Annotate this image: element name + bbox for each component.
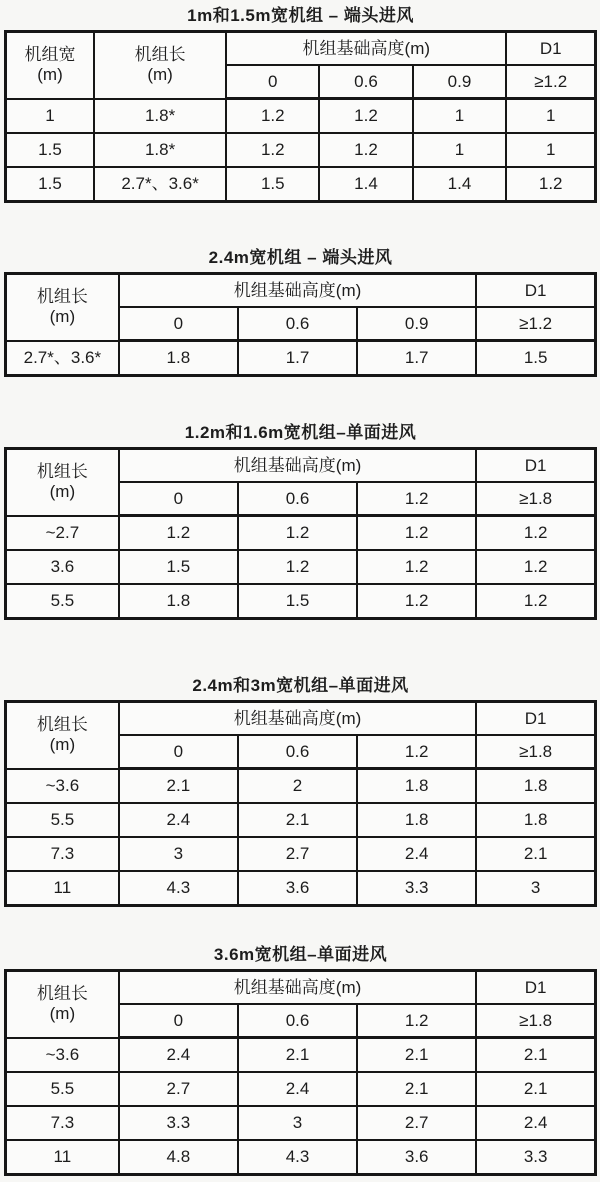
table-cell: 2.1 xyxy=(238,803,357,837)
table-cell: 1.5 xyxy=(238,584,357,619)
table-cell: 2.7*、3.6* xyxy=(6,341,119,376)
table-cell: 11 xyxy=(6,1140,119,1175)
unit-length-header xyxy=(6,274,119,341)
table-cell: 1.8 xyxy=(357,769,476,804)
table-cell: 2.1 xyxy=(119,769,238,804)
table-cell: 2.1 xyxy=(476,1072,595,1106)
foundation-height-value-header: 0 xyxy=(226,65,319,99)
d1-header: D1 xyxy=(476,702,595,736)
foundation-height-value-header: 0.6 xyxy=(238,482,357,516)
table-cell: 5.5 xyxy=(6,584,119,619)
d1-header: D1 xyxy=(506,32,595,66)
table-cell: 2.7 xyxy=(357,1106,476,1140)
foundation-height-group-header: 机组基础高度(m) xyxy=(119,449,477,483)
tables-root xyxy=(4,5,597,1176)
table-row xyxy=(6,584,596,619)
table-row xyxy=(6,516,596,551)
table-cell: 1.2 xyxy=(238,516,357,551)
table-cell: 1.2 xyxy=(319,99,412,134)
table-cell: 1.2 xyxy=(357,550,476,584)
foundation-height-value-header: 0 xyxy=(119,482,238,516)
table-row xyxy=(6,769,596,804)
unit-length-header xyxy=(6,449,119,516)
table-2p4m-wide-end-intake-section xyxy=(4,247,597,377)
table-title: 3.6m宽机组–单面进风 xyxy=(213,945,388,964)
table-2p4m-3m-wide-single-side-intake xyxy=(4,700,597,907)
table-row xyxy=(6,1140,596,1175)
table-cell: 2.4 xyxy=(476,1106,595,1140)
table-cell: 1.5 xyxy=(6,167,95,202)
table-cell: 1.2 xyxy=(476,550,595,584)
header-line: (m) xyxy=(37,65,63,85)
table-cell: 2.4 xyxy=(119,1038,238,1073)
table-cell: 2.1 xyxy=(357,1038,476,1073)
table-cell: 2.4 xyxy=(238,1072,357,1106)
table-cell: 1.2 xyxy=(238,550,357,584)
table-cell: 3.6 xyxy=(238,871,357,906)
table-cell: 1.5 xyxy=(119,550,238,584)
unit-width-header xyxy=(6,32,95,99)
table-cell: 1.2 xyxy=(357,516,476,551)
header-line: (m) xyxy=(49,482,76,502)
table-cell: 1.8 xyxy=(119,341,238,376)
table-cell: 1.2 xyxy=(319,133,412,167)
table-cell: 7.3 xyxy=(6,837,119,871)
table-row xyxy=(6,871,596,906)
table-cell: 2 xyxy=(238,769,357,804)
foundation-height-value-header: 1.2 xyxy=(357,735,476,769)
d1-threshold-header: ≥1.8 xyxy=(476,735,595,769)
d1-header: D1 xyxy=(476,449,595,483)
header-row xyxy=(6,32,596,66)
table-row xyxy=(6,837,596,871)
table-cell: 2.1 xyxy=(357,1072,476,1106)
table-title: 1m和1.5m宽机组 – 端头进风 xyxy=(187,6,414,25)
table-cell: 1.2 xyxy=(119,516,238,551)
foundation-height-group-header: 机组基础高度(m) xyxy=(119,274,477,308)
header-row xyxy=(6,449,596,483)
table-cell: 1 xyxy=(413,133,507,167)
table-row xyxy=(6,133,596,167)
unit-length-header xyxy=(6,702,119,769)
table-title: 2.4m宽机组 – 端头进风 xyxy=(208,248,393,267)
table-row xyxy=(6,803,596,837)
foundation-height-group-header: 机组基础高度(m) xyxy=(226,32,506,66)
header-line: 机组长 xyxy=(36,715,88,735)
foundation-height-value-header: 1.2 xyxy=(357,482,476,516)
table-cell: 1.4 xyxy=(319,167,412,202)
table-cell: 3 xyxy=(119,837,238,871)
table-cell: 1.8* xyxy=(94,99,226,134)
foundation-height-value-header: 0.6 xyxy=(238,735,357,769)
table-cell: 1.8 xyxy=(476,769,595,804)
table-cell: 1.8* xyxy=(94,133,226,167)
table-row xyxy=(6,1072,596,1106)
table-cell: 3.6 xyxy=(357,1140,476,1175)
header-line: (m) xyxy=(49,735,76,755)
table-cell: 2.4 xyxy=(357,837,476,871)
unit-length-header xyxy=(6,971,119,1038)
header-line: 机组宽 xyxy=(24,45,76,65)
table-cell: 1.4 xyxy=(413,167,507,202)
table-row xyxy=(6,167,596,202)
table-cell: ~2.7 xyxy=(6,516,119,551)
d1-threshold-header: ≥1.8 xyxy=(476,482,595,516)
table-cell: 3.3 xyxy=(476,1140,595,1175)
table-row xyxy=(6,1106,596,1140)
foundation-height-value-header: 0 xyxy=(119,307,238,341)
table-cell: 1.7 xyxy=(238,341,357,376)
table-row xyxy=(6,99,596,134)
table-cell: 1 xyxy=(6,99,95,134)
foundation-height-value-header: 1.2 xyxy=(357,1004,476,1038)
header-line: (m) xyxy=(49,307,76,327)
table-title: 2.4m和3m宽机组–单面进风 xyxy=(192,676,409,695)
foundation-height-group-header: 机组基础高度(m) xyxy=(119,971,477,1005)
header-line: 机组长 xyxy=(36,984,88,1004)
table-cell: 2.1 xyxy=(476,1038,595,1073)
table-cell: 1.8 xyxy=(357,803,476,837)
d1-threshold-header: ≥1.2 xyxy=(476,307,595,341)
table-cell: ~3.6 xyxy=(6,769,119,804)
foundation-height-value-header: 0.6 xyxy=(238,307,357,341)
table-1p2m-1p6m-wide-single-side-intake xyxy=(4,447,597,620)
table-cell: 1.7 xyxy=(357,341,476,376)
table-1m-1p5m-wide-end-intake-section xyxy=(4,5,597,203)
table-cell: 1.2 xyxy=(226,133,319,167)
foundation-height-value-header: 0 xyxy=(119,1004,238,1038)
table-cell: 1.5 xyxy=(6,133,95,167)
foundation-height-value-header: 0.6 xyxy=(319,65,412,99)
foundation-height-value-header: 0.9 xyxy=(357,307,476,341)
table-cell: 2.1 xyxy=(238,1038,357,1073)
table-cell: ~3.6 xyxy=(6,1038,119,1073)
table-2p4m-3m-wide-single-side-intake-section xyxy=(4,675,597,907)
foundation-height-value-header: 0 xyxy=(119,735,238,769)
d1-header: D1 xyxy=(476,971,595,1005)
table-cell: 2.7*、3.6* xyxy=(94,167,226,202)
d1-header: D1 xyxy=(476,274,595,308)
table-cell: 2.7 xyxy=(238,837,357,871)
table-cell: 1.2 xyxy=(476,584,595,619)
table-1p2m-1p6m-wide-single-side-intake-section xyxy=(4,422,597,620)
header-row xyxy=(6,702,596,736)
table-cell: 3.3 xyxy=(357,871,476,906)
table-cell: 1.5 xyxy=(226,167,319,202)
table-cell: 3.3 xyxy=(119,1106,238,1140)
table-title: 1.2m和1.6m宽机组–单面进风 xyxy=(184,423,417,442)
header-line: (m) xyxy=(49,1004,76,1024)
header-row xyxy=(6,274,596,308)
foundation-height-value-header: 0.9 xyxy=(413,65,507,99)
table-cell: 4.8 xyxy=(119,1140,238,1175)
d1-threshold-header: ≥1.2 xyxy=(506,65,595,99)
header-line: 机组长 xyxy=(134,45,186,65)
d1-threshold-header: ≥1.8 xyxy=(476,1004,595,1038)
table-cell: 1 xyxy=(506,133,595,167)
table-cell: 1.2 xyxy=(357,584,476,619)
table-cell: 1.8 xyxy=(119,584,238,619)
table-cell: 3.6 xyxy=(6,550,119,584)
table-cell: 4.3 xyxy=(238,1140,357,1175)
header-row xyxy=(6,971,596,1005)
table-cell: 3 xyxy=(238,1106,357,1140)
table-cell: 1.2 xyxy=(226,99,319,134)
table-cell: 7.3 xyxy=(6,1106,119,1140)
table-cell: 1 xyxy=(506,99,595,134)
table-cell: 5.5 xyxy=(6,1072,119,1106)
table-cell: 3 xyxy=(476,871,595,906)
foundation-height-group-header: 机组基础高度(m) xyxy=(119,702,477,736)
header-line: (m) xyxy=(147,65,173,85)
table-cell: 1.2 xyxy=(506,167,595,202)
header-line: 机组长 xyxy=(36,287,88,307)
table-cell: 2.4 xyxy=(119,803,238,837)
table-cell: 2.1 xyxy=(476,837,595,871)
table-3p6m-wide-single-side-intake-section xyxy=(4,944,597,1176)
header-line: 机组长 xyxy=(36,462,88,482)
unit-length-header xyxy=(94,32,226,99)
table-cell: 2.7 xyxy=(119,1072,238,1106)
table-row xyxy=(6,1038,596,1073)
table-cell: 11 xyxy=(6,871,119,906)
table-1m-1p5m-wide-end-intake xyxy=(4,30,597,203)
table-cell: 4.3 xyxy=(119,871,238,906)
table-cell: 1.2 xyxy=(476,516,595,551)
table-cell: 1.8 xyxy=(476,803,595,837)
foundation-height-value-header: 0.6 xyxy=(238,1004,357,1038)
table-cell: 1 xyxy=(413,99,507,134)
table-row xyxy=(6,550,596,584)
table-2p4m-wide-end-intake xyxy=(4,272,597,377)
table-3p6m-wide-single-side-intake xyxy=(4,969,597,1176)
table-cell: 5.5 xyxy=(6,803,119,837)
table-row xyxy=(6,341,596,376)
table-cell: 1.5 xyxy=(476,341,595,376)
